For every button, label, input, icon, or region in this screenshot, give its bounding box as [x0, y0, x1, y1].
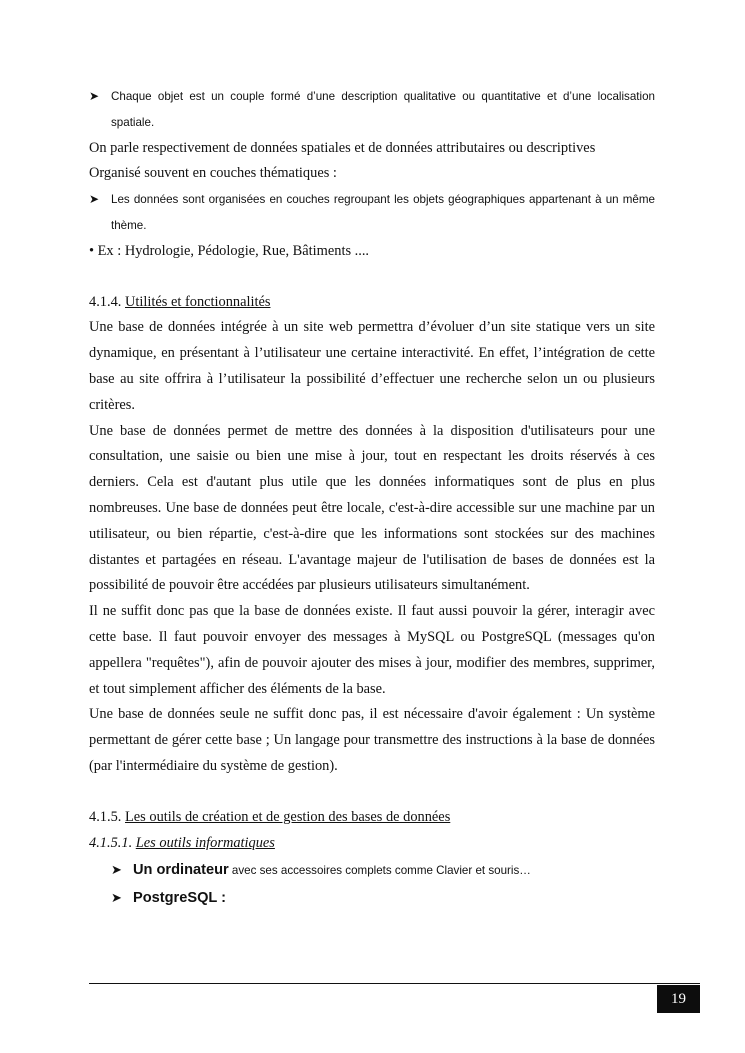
bullet-objet-text: Chaque objet est un couple formé d’une description qualitative ou quantitative et d’une localisation spatiale.	[111, 90, 655, 129]
tool-item-postgresql	[111, 884, 655, 912]
paragraph: Une base de données intégrée à un site web permettra d’évoluer d’un site statique vers un site dynamique, en présentant à l’utilisateur une certaine interactivité. En effet, l’intégration de cette base au site offrira à l’utilisateur la possibilité d’effectuer une recherche selon un ou plusieurs critères.	[89, 319, 655, 413]
example-line: • Ex : Hydrologie, Pédologie, Rue, Bâtiments ....	[89, 242, 370, 259]
arrow-bullet-icon: ➤	[111, 890, 122, 906]
page-number: 19	[657, 985, 700, 1013]
page-content	[89, 84, 655, 912]
tool-name: Un ordinateur	[133, 862, 229, 879]
section-number: 4.1.4.	[89, 293, 122, 310]
bullet-objet	[89, 84, 655, 136]
paragraph-couches: Organisé souvent en couches thématiques :	[89, 165, 337, 182]
spacer	[89, 265, 655, 290]
paragraph: Il ne suffit donc pas que la base de données existe. Il faut aussi pouvoir la gérer, interagir avec cette base. Il faut pouvoir envoyer des messages à MySQL ou PostgreSQL (messages qu'on appellera "requêtes"), afin de pouvoir ajouter des mises à jour, modifier des membres, supprimer, et tout simplement afficher des éléments de la base.	[89, 603, 655, 697]
paragraph: Une base de données permet de mettre des données à la disposition d'utilisateurs pour une consultation, une saisie ou bien une mise à jour, tout en respectant les droits réservés à ces derniers. Cela est d'autant plus utile que les données informatiques sont de plus en plus nombreuses. Une base de données peut être locale, c'est-à-dire accessible sur une machine par un utilisateur, ou bien répartie, c'est-à-dire que les informations sont stockées sur des machines distantes et partagées en réseau. L'avantage majeur de l'utilisation de bases de données est la possibilité de pouvoir être accédées par plusieurs utilisateurs simultanément.	[89, 422, 655, 594]
section-number: 4.1.5.	[89, 808, 122, 825]
arrow-bullet-icon: ➤	[89, 192, 100, 207]
footer-rule	[89, 983, 700, 984]
subsection-number: 4.1.5.1.	[89, 834, 133, 851]
section-title: Utilités et fonctionnalités	[125, 293, 271, 310]
tool-description: avec ses accessoires complets comme Clavier et souris…	[228, 864, 531, 878]
section-heading-414	[89, 290, 655, 316]
tool-item-ordinateur	[111, 856, 655, 884]
bullet-donnees-text: Les données sont organisées en couches regroupant les objets géographiques appartenant à un même thème.	[111, 193, 655, 232]
subsection-heading-4151	[89, 831, 655, 857]
subsection-title: Les outils informatiques	[135, 834, 275, 851]
spacer	[89, 780, 655, 805]
arrow-bullet-icon: ➤	[89, 89, 100, 103]
tool-name: PostgreSQL :	[133, 890, 226, 907]
section-title: Les outils de création et de gestion des bases de données	[125, 808, 451, 825]
paragraph-spatiales: On parle respectivement de données spatiales et de données attributaires ou descriptives	[89, 139, 596, 156]
tool-item-text	[133, 856, 531, 884]
paragraph: Une base de données seule ne suffit donc pas, il est nécessaire d'avoir également : Un système permettant de gérer cette base ; Un langage pour transmettre des instructions à la base de données (par l'intermédiaire du système de gestion).	[89, 706, 655, 774]
arrow-bullet-icon: ➤	[111, 862, 122, 878]
section-heading-415	[89, 805, 655, 831]
bullet-donnees	[89, 187, 655, 239]
